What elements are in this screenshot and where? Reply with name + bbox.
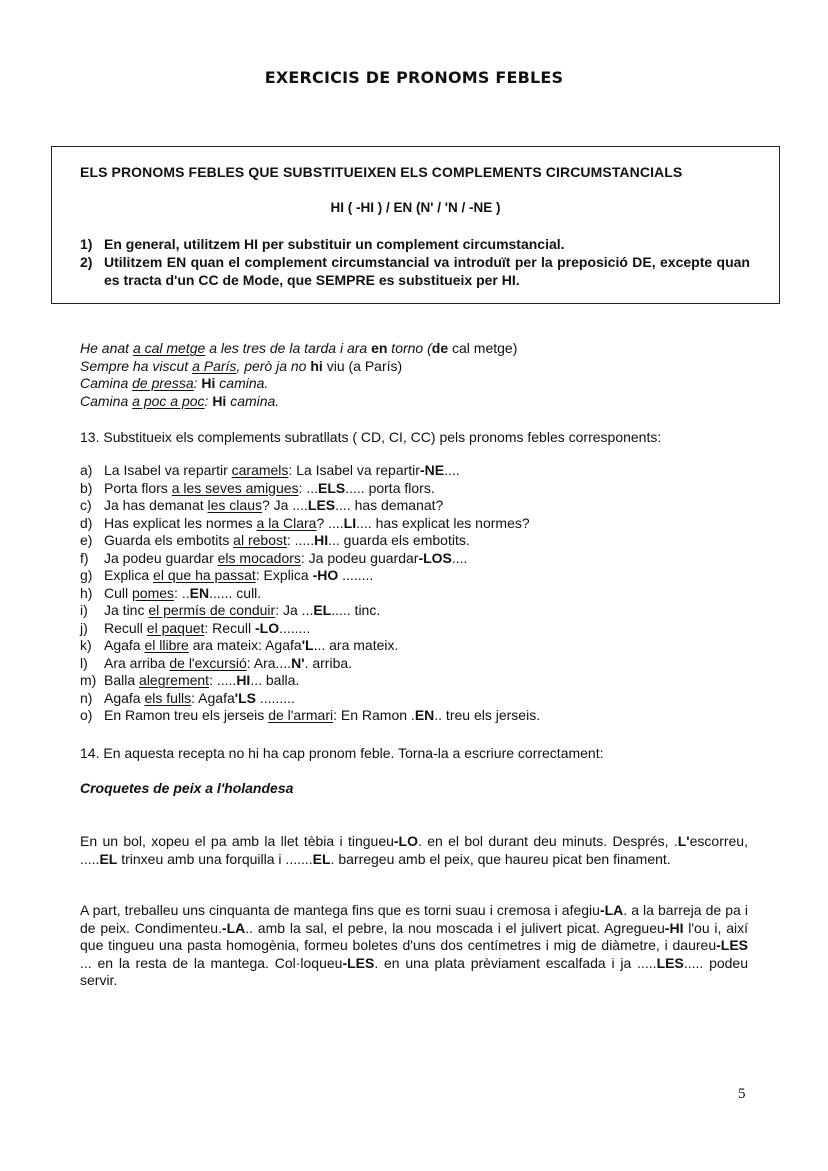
underlined-complement: a les seves amigues	[171, 479, 299, 496]
item-text: : ..	[174, 584, 190, 601]
underlined-complement: el llibre	[144, 637, 189, 653]
exercise-item	[80, 585, 540, 603]
item-text: Recull	[104, 619, 147, 636]
exercise-item	[80, 497, 540, 515]
item-letter: j)	[80, 619, 88, 636]
exercise-item	[80, 707, 540, 725]
item-letter: g)	[80, 567, 93, 583]
item-text: ? ....	[316, 514, 344, 531]
underlined-complement: caramels	[231, 462, 289, 478]
item-text: : Explica	[255, 567, 313, 583]
exercise-item	[80, 602, 540, 620]
underlined-complement: de pressa	[132, 375, 194, 391]
item-letter: f)	[80, 549, 89, 566]
item-text: : Ja podeu guardar	[300, 549, 419, 566]
item-text: ........	[279, 619, 311, 636]
item-text: Ara arriba	[104, 654, 170, 671]
item-text: : Ja ...	[275, 602, 314, 618]
rule-item	[80, 253, 750, 289]
pronoun-answer: -LOS	[418, 549, 452, 566]
pronoun-answer: ELS	[318, 479, 346, 496]
item-text: Ja has demanat	[104, 497, 208, 513]
pronoun: hi	[310, 357, 323, 374]
underlined-complement: al rebost	[233, 532, 287, 548]
rule-number: 2)	[80, 254, 93, 270]
recipe-paragraph-1: En un bol, xopeu el pa amb la llet tèbia i tingueu-LO. en el bol durant deu minuts. Després, .L'escorreu, .....EL trinxeu amb una forquilla i .......EL. barregeu amb el peix, que haureu picat ben finament.	[80, 833, 748, 867]
item-text: ara mateix: Agafa	[188, 637, 302, 653]
underlined-complement: el permís de conduir	[148, 602, 276, 618]
item-text: .... has demanat?	[335, 497, 444, 513]
item-text: En Ramon treu els jerseis	[104, 707, 269, 723]
item-letter: d)	[80, 514, 93, 531]
box-subheading: HI ( -HI ) / EN (N' / 'N / -NE )	[330, 200, 501, 215]
underlined-complement: el paquet	[146, 619, 205, 636]
pronoun-answer: N'	[291, 654, 305, 671]
item-text: : Recull	[204, 619, 255, 636]
underlined-complement: de l'excursió	[169, 654, 247, 671]
item-text: : .....	[209, 672, 237, 688]
item-text: . arriba.	[304, 654, 353, 671]
exercise-item	[80, 550, 540, 568]
underlined-complement: pomes	[132, 584, 175, 601]
underlined-complement: a la Clara	[256, 514, 317, 531]
exercise-item	[80, 655, 540, 673]
exercise-13-instruction: 13. Substitueix els complements subratllats ( CD, CI, CC) pels pronoms febles corresponents:	[80, 429, 662, 445]
pronoun-answer: EL	[313, 602, 332, 618]
pronoun: en	[371, 340, 388, 356]
exercise-item	[80, 532, 540, 550]
pronoun-answer: 'L	[301, 637, 314, 653]
underlined-complement: de l'armari	[268, 707, 334, 723]
item-letter: b)	[80, 479, 93, 496]
rules-list	[80, 235, 750, 289]
pronoun-answer: -HO	[312, 567, 339, 583]
exercise-item	[80, 462, 540, 480]
item-text: ... ara mateix.	[313, 637, 399, 653]
example-line: Camina a poc a poc: Hi camina.	[80, 392, 280, 409]
item-text: .... has explicat les normes?	[356, 514, 530, 531]
item-text: ... guarda els embotits.	[328, 532, 470, 548]
item-text: Porta flors	[104, 479, 172, 496]
pronoun-answer: EN	[414, 707, 435, 723]
recipe-paragraph-2: A part, treballeu uns cinquanta de mantega fins que es torni suau i cremosa i afegiu-LA. a la barreja de pa i de peix. Condimenteu.-LA.. amb la sal, el pebre, la nou moscada i el julivert picat. Agregueu-HI l'ou i, així que tingueu una pasta homogènia, formeu boletes d'uns dos centímetres i mig de diàmetre, i daureu-LES ... en la resta de la mantega. Col·loqueu-LES. en una plata prèviament escalfada i ja .....LES..... podeu servir.	[80, 902, 748, 988]
item-letter: c)	[80, 497, 92, 513]
exercise-13-list	[80, 462, 540, 725]
item-text: ...... cull.	[209, 584, 262, 601]
item-text: : .....	[286, 532, 315, 548]
underlined-complement: les claus	[207, 497, 262, 513]
pronoun-answer: LI	[343, 514, 357, 531]
box-heading: ELS PRONOMS FEBLES QUE SUBSTITUEIXEN ELS COMPLEMENTS CIRCUMSTANCIALS	[80, 164, 683, 180]
example-line: Sempre ha viscut a París, però ja no hi viu (a París)	[80, 357, 403, 374]
pronoun-answer: EN	[189, 584, 210, 601]
pronoun-answer: LES	[307, 497, 336, 513]
page-number: 5	[738, 1086, 746, 1102]
item-text: ..... tinc.	[331, 602, 381, 618]
item-letter: l)	[80, 654, 88, 671]
item-letter: i)	[80, 602, 88, 618]
item-text: : Agafa	[191, 689, 235, 706]
item-text: Ja tinc	[104, 602, 149, 618]
pronoun-answer: HI	[236, 672, 251, 688]
exercise-item	[80, 672, 540, 690]
item-text: ..... porta flors.	[345, 479, 435, 496]
pronoun: Hi	[201, 375, 216, 391]
item-letter: n)	[80, 689, 93, 706]
item-text: : En Ramon .	[333, 707, 415, 723]
exercise-item	[80, 637, 540, 655]
rule-text: Utilitzem EN quan el complement circumstancial va introduït per la preposició DE, excepte quan es tracta d'un CC de Mode, que SEMPRE es substitueix per HI.	[104, 254, 750, 288]
example-line: Camina de pressa: Hi camina.	[80, 375, 269, 391]
item-letter: o)	[80, 707, 93, 723]
underlined-complement: a cal metge	[132, 340, 206, 356]
exercise-item	[80, 480, 540, 498]
example-line: He anat a cal metge a les tres de la tarda i ara en torno (de cal metge)	[80, 340, 518, 356]
rule-text: En general, utilitzem HI per substituir un complement circumstancial.	[104, 236, 565, 252]
page-title: EXERCICIS DE PRONOMS FEBLES	[264, 68, 564, 87]
item-text: : Ara....	[246, 654, 292, 671]
underlined-complement: els mocadors	[217, 549, 301, 566]
exercise-14-instruction: 14. En aquesta recepta no hi ha cap pronom feble. Torna-la a escriure correctament:	[80, 745, 604, 761]
underlined-complement: el que ha passat	[153, 567, 256, 583]
item-letter: k)	[80, 637, 92, 653]
item-letter: m)	[80, 672, 97, 688]
item-text: Cull	[104, 584, 133, 601]
item-text: ... balla.	[250, 672, 300, 688]
underlined-complement: a París	[192, 357, 237, 374]
item-letter: h)	[80, 584, 93, 601]
item-text: Has explicat les normes	[104, 514, 257, 531]
item-letter: e)	[80, 532, 93, 548]
item-text: ........	[338, 567, 374, 583]
underlined-complement: alegrement	[139, 672, 210, 688]
item-text: .........	[255, 689, 295, 706]
underlined-complement: els fulls	[144, 689, 192, 706]
grammar-rule-box	[51, 146, 780, 304]
item-text: Guarda els embotits	[104, 532, 234, 548]
rule-item	[80, 235, 750, 253]
item-text: ....	[444, 462, 460, 478]
exercise-item	[80, 690, 540, 708]
pronoun-answer: -LO	[254, 619, 280, 636]
example-sentences	[80, 340, 517, 410]
item-text: : ...	[298, 479, 318, 496]
recipe-title: Croquetes de peix a l'holandesa	[80, 780, 294, 796]
pronoun-answer: 'LS	[234, 689, 256, 706]
exercise-item	[80, 515, 540, 533]
pronoun-answer: -NE	[419, 462, 445, 478]
item-text: .. treu els jerseis.	[434, 707, 541, 723]
item-text: ? Ja ....	[261, 497, 308, 513]
item-text: : La Isabel va repartir	[288, 462, 420, 478]
item-text: Ja podeu guardar	[104, 549, 218, 566]
item-letter: a)	[80, 462, 93, 478]
item-text: ....	[451, 549, 468, 566]
item-text: Agafa	[104, 637, 145, 653]
rule-number: 1)	[80, 236, 93, 252]
pronoun-answer: HI	[314, 532, 329, 548]
exercise-item	[80, 620, 540, 638]
underlined-complement: a poc a poc	[132, 392, 205, 409]
item-text: Balla	[104, 672, 140, 688]
item-text: La Isabel va repartir	[104, 462, 232, 478]
item-text: Agafa	[104, 689, 145, 706]
exercise-item	[80, 567, 540, 585]
item-text: Explica	[104, 567, 154, 583]
pronoun: Hi	[212, 392, 227, 409]
